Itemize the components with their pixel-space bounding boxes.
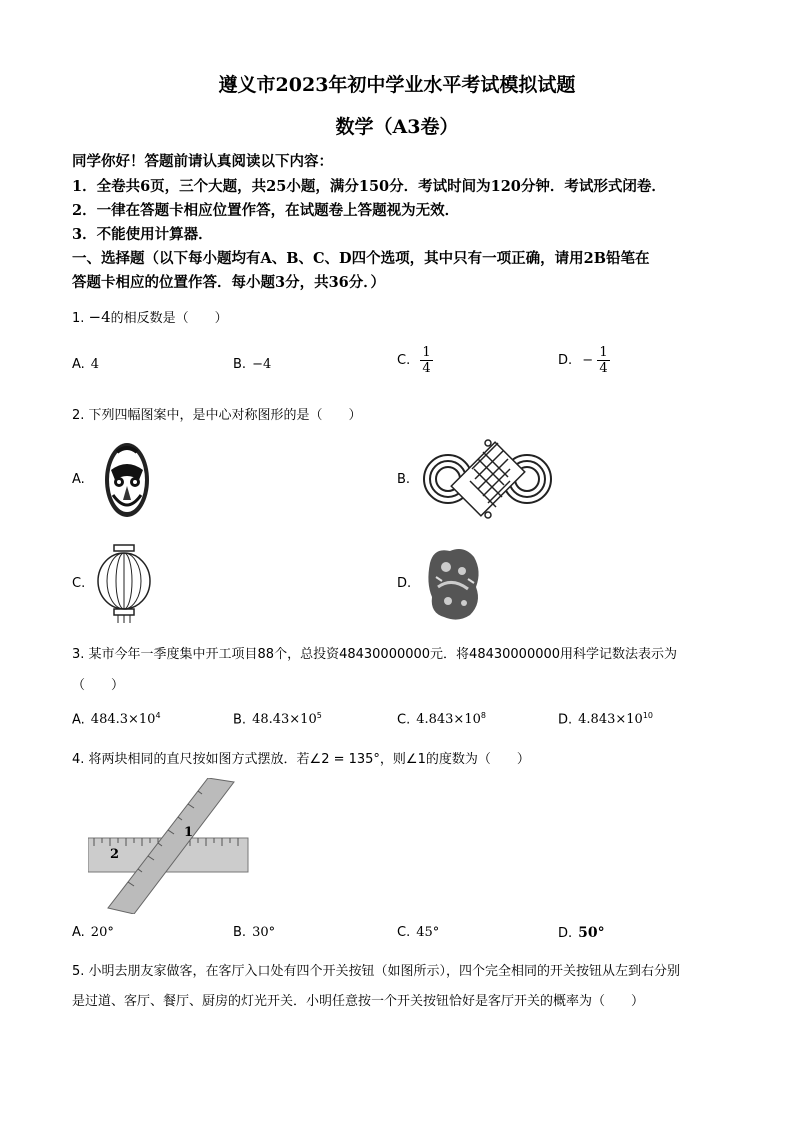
- q1-option-a[interactable]: [72, 357, 99, 372]
- option-value: 484.3×10: [90, 712, 156, 728]
- fraction: [420, 345, 432, 376]
- option-label: B.: [233, 357, 247, 372]
- q3-option-d[interactable]: [558, 711, 653, 727]
- question-5-stem-line2: 是过道、客厅、餐厅、厨房的灯光开关．小明任意按一个开关按钮恰好是客厅开关的概率为（ ）: [72, 994, 645, 1009]
- option-label: B.: [233, 712, 247, 728]
- option-value: 4.843×10: [416, 712, 481, 728]
- section1-heading-line1: 一、选择题（以下每小题均有A、B、C、D四个选项，其中只有一项正确，请用2B铅笔在: [72, 250, 650, 267]
- question-number: 1.: [72, 311, 85, 326]
- option-value: −4: [252, 357, 272, 372]
- option-label: A.: [72, 357, 85, 372]
- lantern-image: [96, 543, 152, 625]
- option-label: C.: [397, 712, 411, 728]
- q4-option-a[interactable]: [72, 925, 114, 940]
- fraction-numerator: 1: [599, 345, 608, 360]
- option-label: D.: [558, 926, 573, 941]
- option-label: C.: [397, 353, 411, 368]
- exponent: 10: [642, 711, 653, 720]
- option-value: 48.43×10: [252, 712, 317, 728]
- q3-option-a[interactable]: [72, 711, 161, 727]
- exponent: 8: [480, 711, 486, 720]
- question-3-stem-line2: （ ）: [72, 678, 125, 693]
- exponent: 4: [155, 711, 161, 720]
- question-3-stem-line1: 3. 某市今年一季度集中开工项目88个，总投资48430000000元．将48430000000用科学记数法表示为: [72, 647, 678, 662]
- two-rulers-figure: [88, 778, 268, 914]
- fraction-denominator: 4: [599, 361, 608, 376]
- angle-2-label: 2: [110, 847, 120, 862]
- q3-option-c[interactable]: [397, 711, 486, 727]
- exponent: 5: [316, 711, 322, 720]
- instruction-item-2: 2．一律在答题卡相应位置作答，在试题卷上答题视为无效．: [72, 202, 460, 219]
- q1-option-d[interactable]: [558, 345, 610, 376]
- question-4-stem: 4. 将两块相同的直尺按如图方式摆放．若∠2 = 135°，则∠1的度数为（ ）: [72, 752, 530, 767]
- option-label: D.: [558, 353, 573, 368]
- q2-option-b-label[interactable]: B.: [397, 472, 411, 487]
- option-value: 4.843×10: [578, 712, 643, 728]
- option-value: 4: [90, 357, 100, 372]
- option-value: 45°: [416, 925, 440, 940]
- instruction-item-1: 1．全卷共6页，三个大题，共25小题，满分150分．考试时间为120分钟．考试形式闭卷．: [72, 178, 666, 195]
- q2-option-c-label[interactable]: C.: [72, 576, 86, 591]
- q2-option-a-label[interactable]: A.: [72, 472, 85, 487]
- q4-option-c[interactable]: [397, 925, 439, 940]
- q1-option-c[interactable]: [397, 345, 433, 376]
- paper-cut-image: [424, 543, 482, 625]
- angle-1-label: 1: [184, 825, 194, 840]
- option-label: C.: [397, 925, 411, 940]
- question-1-stem: [72, 307, 228, 326]
- minus-sign: −: [582, 353, 594, 368]
- instruction-item-3: 3．不能使用计算器．: [72, 226, 213, 243]
- question-2-stem: 2. 下列四幅图案中，是中心对称图形的是（ ）: [72, 408, 362, 423]
- option-label: A.: [72, 925, 85, 940]
- exam-title: 遵义市2023年初中学业水平考试模拟试题: [218, 74, 576, 96]
- option-value: 20°: [90, 925, 114, 940]
- exam-subtitle: 数学（A3卷）: [335, 116, 459, 138]
- instructions-greeting: 同学你好！答题前请认真阅读以下内容：: [72, 153, 333, 170]
- q3-option-b[interactable]: [233, 711, 322, 727]
- q2-option-d-label[interactable]: D.: [397, 576, 412, 591]
- option-label: D.: [558, 712, 573, 728]
- opera-mask-image: [103, 440, 151, 520]
- fraction-numerator: 1: [422, 345, 431, 360]
- fraction: [597, 345, 609, 376]
- chinese-knot-image: [420, 438, 555, 520]
- q4-option-d[interactable]: [558, 925, 605, 941]
- q1-option-b[interactable]: [233, 357, 271, 372]
- option-label: B.: [233, 925, 247, 940]
- question-text: 的相反数是（ ）: [110, 311, 228, 326]
- section1-heading-line2: 答题卡相应的位置作答．每小题3分，共36分．）: [72, 274, 386, 291]
- option-value: 30°: [252, 925, 276, 940]
- fraction-denominator: 4: [422, 361, 431, 376]
- option-value: 50°: [578, 925, 605, 941]
- question-5-stem-line1: 5. 小明去朋友家做客，在客厅入口处有四个开关按钮（如图所示），四个完全相同的开关按钮从左到右分别: [72, 964, 681, 979]
- q4-option-b[interactable]: [233, 925, 275, 940]
- math-expression: −4: [88, 308, 111, 326]
- option-label: A.: [72, 712, 85, 728]
